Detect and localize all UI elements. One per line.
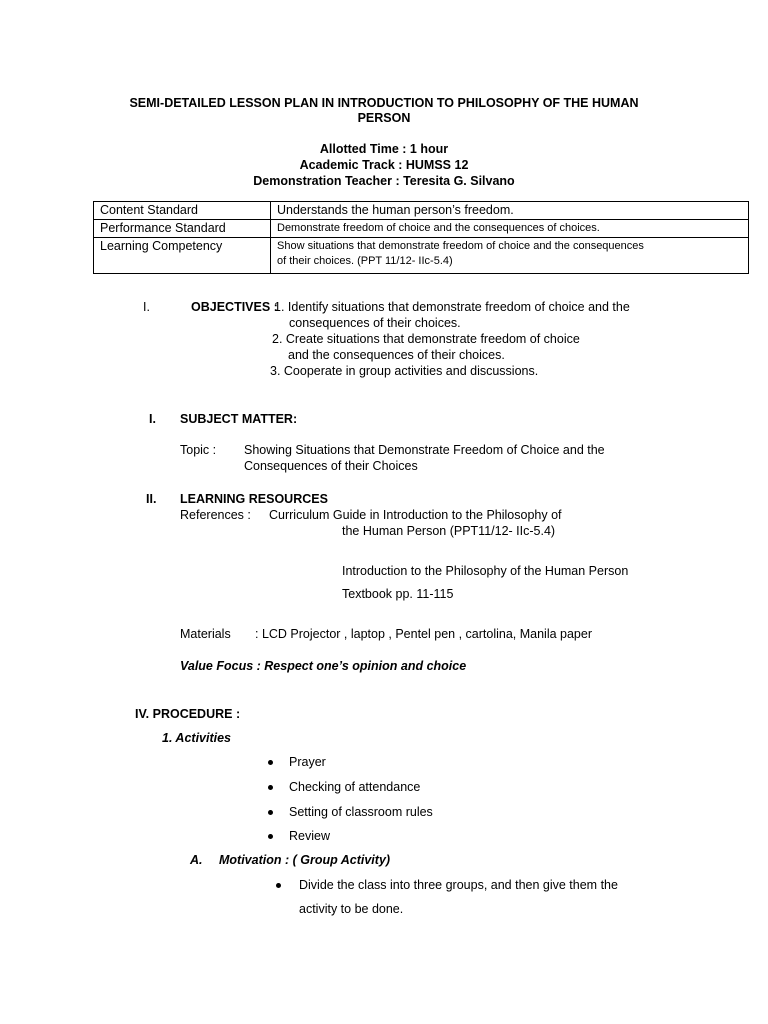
allotted-time: Allotted Time : 1 hour [319,142,449,156]
learning-resources-numeral: II. [146,492,157,506]
objective-2-line1: 2. Create situations that demonstrate freedom of choice [272,332,580,346]
learning-competency-label: Learning Competency [94,238,271,274]
learning-resources-heading: LEARNING RESOURCES [180,492,328,506]
learning-competency-line2: of their choices. (PPT 11/12- IIc-5.4) [277,255,453,267]
content-standard-value: Understands the human person’s freedom. [271,202,749,220]
bullet-icon [268,810,273,815]
materials-label: Materials [180,627,231,641]
doc-title-line1: SEMI-DETAILED LESSON PLAN IN INTRODUCTION TO PHILOSOPHY OF THE HUMAN [129,96,639,110]
value-focus: Value Focus : Respect one’s opinion and choice [180,659,467,673]
motivation-line2: activity to be done. [299,902,404,916]
bullet-icon [268,785,273,790]
standards-table [93,201,749,274]
reference-1-line1: Curriculum Guide in Introduction to the Philosophy of [269,508,562,522]
learning-competency-line1: Show situations that demonstrate freedom of choice and the consequences [277,240,644,252]
objective-3: 3. Cooperate in group activities and discussions. [270,364,539,378]
table-row [94,202,749,220]
topic-line2: Consequences of their Choices [244,459,418,473]
objective-2-line2: and the consequences of their choices. [288,348,505,362]
activity-item: Review [289,829,330,843]
topic-line1: Showing Situations that Demonstrate Freedom of Choice and the [244,443,605,457]
objectives-heading: OBJECTIVES : [191,300,278,314]
table-row [94,238,749,274]
bullet-icon [276,883,281,888]
activity-item: Prayer [289,755,326,769]
subject-matter-numeral: I. [149,412,156,426]
activity-item: Setting of classroom rules [289,805,433,819]
doc-title-line2: PERSON [357,111,411,125]
learning-competency-value [271,238,749,274]
objective-1-line2: consequences of their choices. [289,316,461,330]
motivation-heading: Motivation : ( Group Activity) [219,853,391,867]
performance-standard-value: Demonstrate freedom of choice and the consequences of choices. [271,220,749,238]
motivation-line1: Divide the class into three groups, and then give them the [299,878,618,892]
reference-2-line2: Textbook pp. 11-115 [342,587,454,601]
references-label: References : [180,508,251,522]
performance-standard-label: Performance Standard [94,220,271,238]
procedure-heading: IV. PROCEDURE : [135,707,241,721]
activities-heading: 1. Activities [162,731,232,745]
activity-item: Checking of attendance [289,780,421,794]
motivation-letter: A. [190,853,203,867]
academic-track: Academic Track : HUMSS 12 [299,158,469,172]
topic-label: Topic : [180,443,217,457]
objectives-numeral: I. [143,300,150,314]
subject-matter-heading: SUBJECT MATTER: [180,412,298,426]
materials-value: : LCD Projector , laptop , Pentel pen , cartolina, Manila paper [255,627,592,641]
demonstration-teacher: Demonstration Teacher : Teresita G. Silvano [253,174,515,188]
reference-1-line2: the Human Person (PPT11/12- IIc-5.4) [342,524,556,538]
reference-2-line1: Introduction to the Philosophy of the Human Person [342,564,629,578]
bullet-icon [268,834,273,839]
table-row [94,220,749,238]
objective-1-line1: 1. Identify situations that demonstrate freedom of choice and the [274,300,630,314]
bullet-icon [268,760,273,765]
content-standard-label: Content Standard [94,202,271,220]
